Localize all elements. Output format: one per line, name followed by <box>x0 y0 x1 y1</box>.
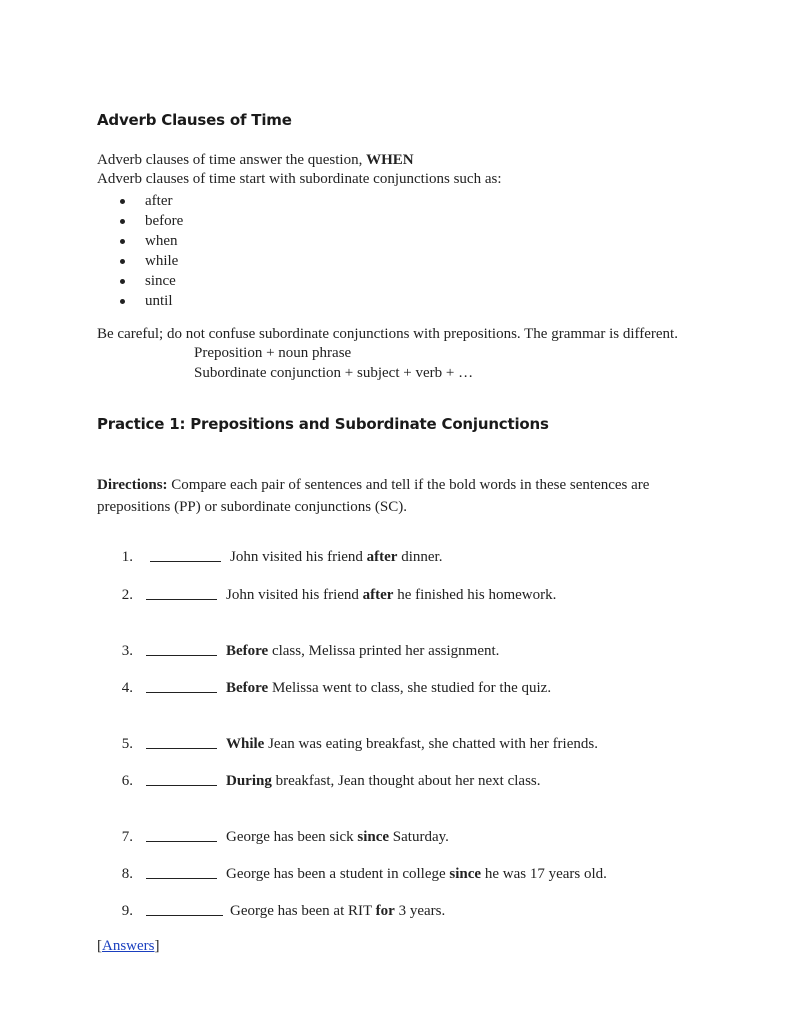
list-item <box>117 231 183 251</box>
practice-title: Practice 1: Prepositions and Subordinate Conjunctions <box>97 415 549 433</box>
formula-subordinate: Subordinate conjunction + subject + verb + … <box>194 365 474 381</box>
sentence-post: breakfast, Jean thought about her next class. <box>271 773 541 789</box>
bullet-icon <box>120 239 125 244</box>
item-number: 7. <box>121 829 133 845</box>
sentence-post: Melissa went to class, she studied for the quiz. <box>268 680 552 696</box>
item-number: 9. <box>121 903 133 919</box>
bracket-close: ] <box>154 938 160 954</box>
item-sentence <box>226 863 607 885</box>
conjunction-label: while <box>145 253 179 269</box>
exercise-item <box>0 863 791 885</box>
bracket-open: [ <box>97 938 102 954</box>
exercise-item <box>0 770 791 792</box>
bullet-icon <box>120 259 125 264</box>
conjunction-label: until <box>145 293 173 309</box>
item-sentence <box>226 677 551 699</box>
bullet-icon <box>120 299 125 304</box>
item-number: 2. <box>121 587 133 603</box>
answer-blank[interactable] <box>146 692 217 693</box>
conjunction-label: when <box>145 233 178 249</box>
item-number: 1. <box>121 549 133 565</box>
list-item <box>117 191 183 211</box>
conjunction-list <box>117 191 183 311</box>
answers-link[interactable]: Answers <box>102 938 155 954</box>
answer-blank[interactable] <box>146 841 217 842</box>
conjunction-label: since <box>145 273 176 289</box>
list-item <box>117 291 183 311</box>
item-number: 8. <box>121 866 133 882</box>
sentence-post: Saturday. <box>389 829 449 845</box>
conjunction-label: before <box>145 213 184 229</box>
intro-line-1 <box>97 152 414 169</box>
answer-blank[interactable] <box>146 785 217 786</box>
page-title: Adverb Clauses of Time <box>97 111 292 129</box>
exercise-item <box>0 584 791 606</box>
item-sentence <box>226 584 556 606</box>
sentence-post: he was 17 years old. <box>481 866 607 882</box>
bullet-icon <box>120 199 125 204</box>
item-number: 3. <box>121 643 133 659</box>
directions-text: Compare each pair of sentences and tell if the bold words in these sentences are prepositions (PP) or subordinate conjunctions (SC). <box>97 477 650 515</box>
sentence-post: 3 years. <box>394 903 446 919</box>
sentence-pre: George has been at RIT <box>230 903 376 919</box>
exercise-item <box>0 640 791 662</box>
sentence-bold-word: Before <box>226 643 269 659</box>
intro-line-2: Adverb clauses of time start with subordinate conjunctions such as: <box>97 171 502 187</box>
sentence-post: class, Melissa printed her assignment. <box>268 643 500 659</box>
list-item <box>117 251 183 271</box>
directions-label: Directions: <box>97 477 168 493</box>
item-sentence <box>226 640 499 662</box>
list-item <box>117 271 183 291</box>
exercise-item <box>0 677 791 699</box>
answer-blank[interactable] <box>146 599 217 600</box>
item-number: 5. <box>121 736 133 752</box>
sentence-bold-word: since <box>449 866 482 882</box>
answer-blank[interactable] <box>150 561 221 562</box>
item-number: 6. <box>121 773 133 789</box>
answer-blank[interactable] <box>146 748 217 749</box>
answers-link-container <box>97 938 160 955</box>
sentence-post: he finished his homework. <box>393 587 557 603</box>
sentence-pre: John visited his friend <box>230 549 367 565</box>
sentence-bold-word: for <box>375 903 395 919</box>
intro-when-bold: WHEN <box>366 152 414 168</box>
bullet-icon <box>120 219 125 224</box>
sentence-bold-word: after <box>366 549 398 565</box>
caution-text: Be careful; do not confuse subordinate conjunctions with prepositions. The grammar is different. <box>97 326 678 342</box>
answer-blank[interactable] <box>146 878 217 879</box>
sentence-bold-word: During <box>226 773 272 789</box>
answer-blank[interactable] <box>146 915 223 916</box>
item-sentence <box>226 770 541 792</box>
item-number: 4. <box>121 680 133 696</box>
bullet-icon <box>120 279 125 284</box>
item-sentence <box>226 826 449 848</box>
sentence-bold-word: While <box>226 736 265 752</box>
conjunction-label: after <box>145 193 173 209</box>
list-item <box>117 211 183 231</box>
item-sentence <box>230 900 445 922</box>
intro-line-1-text: Adverb clauses of time answer the question, <box>97 152 367 168</box>
sentence-bold-word: since <box>357 829 390 845</box>
item-sentence <box>230 546 442 568</box>
sentence-bold-word: Before <box>226 680 269 696</box>
exercise-item <box>0 826 791 848</box>
sentence-pre: George has been a student in college <box>226 866 450 882</box>
directions <box>97 474 717 518</box>
exercise-item <box>0 900 791 922</box>
item-sentence <box>226 733 598 755</box>
answer-blank[interactable] <box>146 655 217 656</box>
exercise-item <box>0 546 791 568</box>
sentence-pre: George has been sick <box>226 829 358 845</box>
exercise-item <box>0 733 791 755</box>
sentence-bold-word: after <box>362 587 394 603</box>
sentence-pre: John visited his friend <box>226 587 363 603</box>
sentence-post: Jean was eating breakfast, she chatted with her friends. <box>264 736 598 752</box>
sentence-post: dinner. <box>397 549 443 565</box>
formula-preposition: Preposition + noun phrase <box>194 345 352 361</box>
